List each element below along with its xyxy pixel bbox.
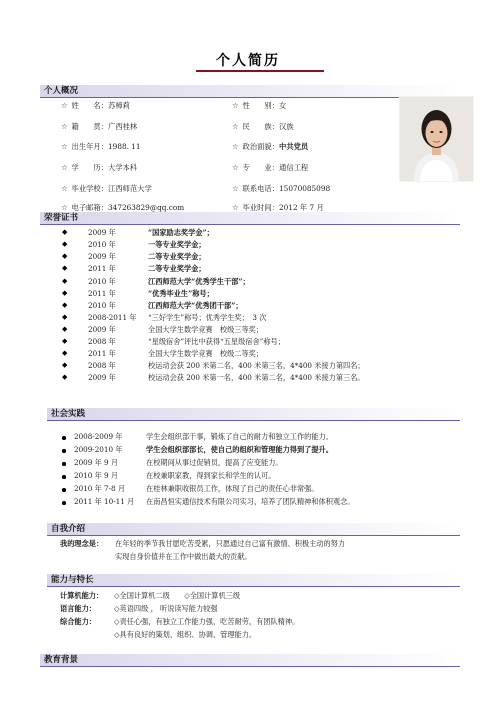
personal-label: 性 别：	[242, 101, 280, 110]
personal-row	[61, 184, 152, 194]
honor-text: 二等专业奖学金；	[148, 252, 206, 261]
profile-photo	[399, 96, 474, 182]
honor-text: “国家励志奖学金”；	[148, 228, 214, 237]
personal-value-birth: 1988. 11	[108, 142, 141, 151]
social-text: 在南昌恒实通信技术有限公司实习，培养了团队精神和体积观念。	[146, 497, 355, 506]
personal-value-gender: 女	[279, 101, 287, 110]
personal-label: 专 业：	[242, 163, 280, 172]
personal-value-political: 中共党员	[279, 142, 309, 151]
diamond-bullet-icon: ◆	[62, 240, 68, 248]
honor-text: 江西师范大学“优秀学生干部”；	[148, 277, 250, 286]
dot-bullet-icon	[62, 488, 66, 492]
personal-label: 联系电话：	[242, 184, 280, 193]
personal-label: 民 族：	[242, 122, 280, 131]
honor-year: 2011 年	[88, 264, 116, 273]
honor-year: 2010 年	[88, 240, 116, 249]
personal-value-phone: 15070085098	[279, 184, 331, 193]
honor-text: 全国大学生数学竞赛 校级二等奖；	[148, 349, 264, 358]
honor-year: 2008 年	[88, 337, 116, 346]
diamond-bullet-icon: ◆	[62, 252, 68, 260]
diamond-bullet-icon: ◆	[62, 325, 68, 333]
honor-text: 一等专业奖学金；	[148, 240, 206, 249]
diamond-bullet-icon: ◆	[62, 277, 68, 285]
personal-value-email[interactable]: 347263829@qq.com	[108, 203, 185, 212]
honor-year: 2008 年	[88, 361, 116, 370]
honor-year: 2009 年	[88, 373, 116, 382]
honor-year: 2011 年	[88, 289, 116, 298]
honor-year: 2010 年	[88, 277, 116, 286]
honor-text: 全国大学生数学竞赛 校级三等奖；	[148, 325, 264, 334]
personal-label: 电子邮箱：	[71, 203, 109, 212]
ability-label: 语言能力：	[60, 604, 96, 613]
honor-year: 2009 年	[88, 252, 116, 261]
title-underline	[196, 70, 324, 72]
social-text: 在校兼职家教，得到家长和学生的认可。	[146, 471, 276, 480]
dot-bullet-icon	[62, 475, 66, 479]
honor-text: “星级宿舍”评比中获得“五星级宿舍”称号；	[148, 337, 285, 346]
personal-label: 籍 贯：	[71, 122, 109, 131]
page-title: 个人简历	[216, 53, 280, 69]
honor-text: 江西师范大学“优秀团干部”；	[148, 301, 243, 310]
dot-bullet-icon	[62, 501, 66, 505]
personal-value-hometown: 广西桂林	[108, 122, 138, 131]
diamond-bullet-icon: ◆	[62, 373, 68, 381]
honor-year: 2008-2011 年	[88, 313, 137, 322]
diamond-bullet-icon: ◆	[62, 361, 68, 369]
section-header-honors: 荣誉证书	[40, 212, 460, 225]
honor-text: “优秀毕业生”称号；	[148, 289, 214, 298]
social-time: 2010 年 9 月	[74, 471, 119, 480]
personal-row	[232, 142, 308, 152]
dot-bullet-icon	[62, 449, 66, 453]
diamond-bullet-icon: ◆	[62, 349, 68, 357]
star-icon: ☆	[61, 163, 68, 172]
personal-label: 毕业时间：	[242, 203, 280, 212]
personal-row	[61, 142, 141, 152]
ability-label: 计算机能力：	[60, 591, 104, 600]
personal-value-education: 大学本科	[108, 163, 138, 172]
honor-year: 2010 年	[88, 301, 116, 310]
star-icon: ☆	[61, 184, 68, 193]
social-time: 2008-2009 年	[74, 432, 123, 441]
social-text: 学生会组织部干事，锻炼了自己的耐力和独立工作的能力。	[146, 432, 333, 441]
diamond-bullet-icon: ◆	[62, 313, 68, 321]
personal-row	[61, 122, 137, 132]
section-header-personal: 个人概况	[40, 85, 460, 98]
personal-label: 出生年月：	[71, 142, 109, 151]
section-header-social: 社会实践	[47, 408, 460, 421]
honor-year: 2009 年	[88, 228, 116, 237]
social-time: 2010 年 7-8 月	[74, 484, 126, 493]
personal-label: 政治面貌：	[242, 142, 280, 151]
portrait-image	[400, 97, 473, 181]
ability-text: ◇全国计算机二级 ◇全国计算机三级	[114, 591, 241, 600]
ability-label: 综合能力：	[60, 617, 96, 626]
star-icon: ☆	[232, 101, 239, 110]
personal-label: 学 历：	[71, 163, 109, 172]
ability-text: ◇责任心强，有独立工作能力强，吃苦耐劳，有团队精神。	[114, 617, 300, 626]
social-time: 2011 年 10-11 月	[74, 497, 135, 506]
personal-value-major: 通信工程	[279, 163, 309, 172]
personal-row	[61, 101, 130, 111]
honor-text: 校运动会获 200 米第一名，400 米第二名，4*400 米接力第三名。	[148, 373, 365, 382]
section-header-intro: 自我介绍	[47, 523, 460, 536]
personal-value-grad-date: 2012 年 7 月	[279, 203, 324, 212]
personal-value-ethnicity: 汉族	[279, 122, 294, 131]
personal-label: 毕业学校：	[71, 184, 109, 193]
social-time: 2009-2010 年	[74, 445, 123, 454]
ability-text: ◇英语四级 ， 听说读写能力较强	[114, 604, 218, 613]
personal-row	[232, 163, 308, 173]
honor-year: 2009 年	[88, 325, 116, 334]
star-icon: ☆	[61, 122, 68, 131]
social-text: 在校期间从事过促销员，提高了应变能力。	[146, 458, 283, 467]
personal-row	[232, 122, 294, 132]
personal-row	[61, 163, 137, 173]
diamond-bullet-icon: ◆	[62, 264, 68, 272]
personal-label: 姓 名：	[71, 101, 109, 110]
dot-bullet-icon	[62, 462, 66, 466]
personal-row	[232, 184, 330, 194]
social-text: 学生会组织部部长，使自己的组织和管理能力得到了提升。	[146, 445, 333, 454]
diamond-bullet-icon: ◆	[62, 337, 68, 345]
section-header-education: 教育背景	[40, 654, 460, 667]
honor-text: 二等专业奖学金；	[148, 264, 206, 273]
honor-text: 校运动会获 200 米第二名，400 米第三名，4*400 米接力第四名；	[148, 361, 365, 370]
personal-value-school: 江西师范大学	[108, 184, 152, 193]
personal-row	[232, 101, 286, 111]
star-icon: ☆	[61, 101, 68, 110]
star-icon: ☆	[232, 184, 239, 193]
social-text: 在桂林兼职收银员工作，体现了自己的责任心非常强。	[146, 484, 319, 493]
diamond-bullet-icon: ◆	[62, 228, 68, 236]
social-time: 2009 年 9 月	[74, 458, 119, 467]
intro-label: 我的理念是：	[60, 539, 104, 548]
intro-line-1: 在年轻的季节我甘愿吃苦受累，只愿通过自己富有激情、积极主动的努力	[115, 539, 346, 548]
star-icon: ☆	[232, 142, 239, 151]
star-icon: ☆	[232, 122, 239, 131]
star-icon: ☆	[61, 203, 68, 212]
diamond-bullet-icon: ◆	[62, 301, 68, 309]
star-icon: ☆	[61, 142, 68, 151]
honor-year: 2011 年	[88, 349, 116, 358]
diamond-bullet-icon: ◆	[62, 289, 68, 297]
personal-value-name: 苏樟莉	[108, 101, 130, 110]
ability-text: ◇具有良好的策划、组织、协调、管理能力。	[114, 630, 257, 639]
dot-bullet-icon	[62, 436, 66, 440]
honor-text: “三好学生”称号；优秀学生奖； 3 次	[148, 313, 267, 322]
intro-line-2: 实现自身价值并在工作中做出最大的贡献。	[115, 552, 252, 561]
section-header-ability: 能力与特长	[47, 574, 460, 587]
star-icon: ☆	[232, 203, 239, 212]
star-icon: ☆	[232, 163, 239, 172]
